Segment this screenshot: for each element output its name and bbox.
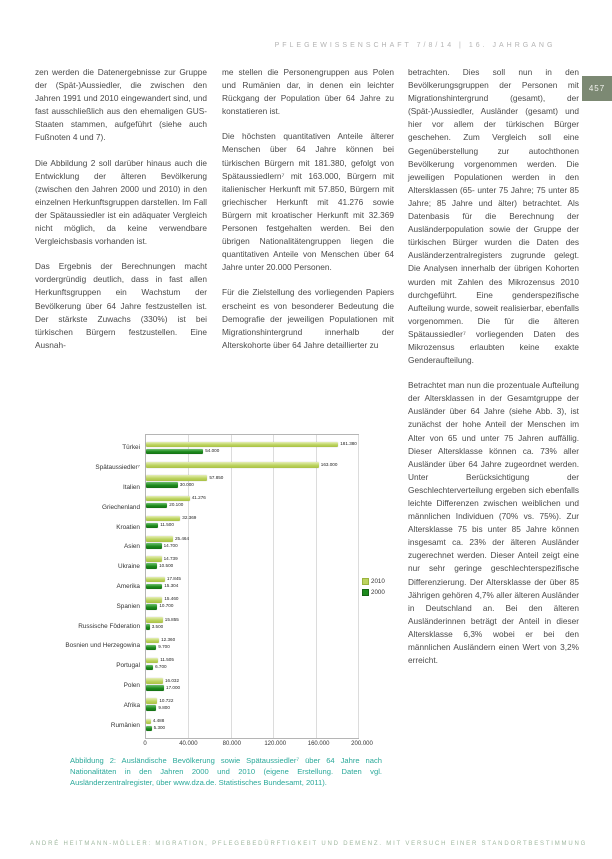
bar-2000: [146, 624, 150, 630]
chart-bar-line: [146, 637, 358, 643]
bar-2010: [146, 496, 190, 502]
chart-bar-line: [146, 685, 358, 691]
bar-value-label: 41.276: [191, 495, 206, 501]
chart-bar-group: [146, 718, 358, 731]
chart-bar-line: [146, 576, 358, 582]
chart-bar-group: [146, 462, 358, 468]
text-column-1: [35, 66, 207, 364]
chart-bar-line: [146, 597, 358, 603]
bar-2010: [146, 617, 163, 623]
paragraph: Die Abbildung 2 soll darüber hinaus auch die Entwicklung der älteren Bevölkerung (zwischen den Jahren 2000 und 2010) in den einzelnen Herkunftsgruppen darstellen. Im Fall der Spätaussiedler ist ein adäquater Vergleich nicht möglich, da keine verwendbare Vergleichsbasis vorhanden ist.: [35, 157, 207, 247]
chart-x-axis-ticks: [143, 739, 373, 752]
chart-category-label: Afrika: [123, 701, 140, 709]
chart-bar-group: [146, 597, 358, 610]
chart-main: [46, 434, 392, 739]
chart-bar-line: [146, 604, 358, 610]
bar-2000: [146, 726, 152, 732]
bar-2000: [146, 665, 153, 671]
chart-category-label: Polen: [123, 681, 140, 689]
legend-label: 2000: [371, 588, 385, 596]
x-axis-tick: 80.000: [222, 741, 241, 747]
bar-value-label: 15.304: [164, 583, 179, 589]
bar-2000: [146, 523, 158, 529]
bar-2000: [146, 543, 162, 549]
chart-bar-group: [146, 698, 358, 711]
chart-bar-line: [146, 502, 358, 508]
chart-bar-line: [146, 665, 358, 671]
paragraph: Die höchsten quantitativen Anteile älterer Menschen über 64 Jahre können bei türkischen Bürgern mit 181.380, gefolgt von Spätaussiedlern⁷ mit 163.000, Bürgern mit italienischer Herkunft mit 57.850, Bürgern mit griechischer Herkunft mit 41.276 sowie Bürgern mit kroatischer Herkunft mit 32.369 Personen festgehalten werden. Bei den übrigen Nationalitätengruppen liegen die quantitativen Anteile von Menschen über 64 Jahre unter 20.000 Personen.: [222, 131, 394, 273]
bar-value-label: 10.700: [159, 603, 174, 609]
bar-value-label: 10.500: [159, 562, 174, 568]
bar-2010: [146, 678, 163, 684]
bar-value-label: 6.700: [155, 664, 167, 670]
chart-gridline: [358, 435, 359, 738]
journal-header: PFLEGEWISSENSCHAFT 7/8/14 | 16. JAHRGANG: [274, 42, 556, 49]
footer-running-title: ANDRÉ HEITMANN-MÖLLER: MIGRATION, PFLEGEBEDÜRFTIGKEIT UND DEMENZ. MIT VERSUCH EINER STANDORTBESTIMMUNG: [30, 841, 588, 847]
chart-bar-line: [146, 482, 358, 488]
chart-bar-line: [146, 725, 358, 731]
bar-value-label: 9.700: [158, 643, 170, 649]
bar-2000: [146, 604, 157, 610]
bar-2010: [146, 556, 162, 562]
chart-x-axis: [46, 739, 392, 752]
bar-value-label: 15.855: [164, 616, 179, 622]
chart-bar-line: [146, 698, 358, 704]
bar-value-label: 14.739: [163, 555, 178, 561]
chart-category-label: Spätaussiedler⁷: [95, 464, 140, 472]
chart-legend: [359, 434, 392, 739]
page-number-tab: [582, 76, 612, 101]
chart-bar-line: [146, 495, 358, 501]
bar-2010: [146, 462, 319, 468]
bar-2000: [146, 645, 156, 651]
bar-value-label: 163.000: [320, 461, 338, 467]
bar-value-label: 20.100: [169, 502, 184, 508]
x-axis-tick: 40.000: [179, 741, 198, 747]
x-axis-tick: 200.000: [351, 741, 373, 747]
chart-bar-line: [146, 644, 358, 650]
chart-bar-line: [146, 563, 358, 569]
bar-value-label: 3.500: [151, 623, 164, 629]
chart-category-label: Italien: [122, 483, 140, 491]
bar-value-label: 11.505: [160, 657, 174, 663]
bar-2000: [146, 503, 167, 509]
bar-2010: [146, 475, 207, 481]
legend-item-2010: [362, 578, 392, 585]
chart-bar-line: [146, 705, 358, 711]
chart-bar-line: [146, 678, 358, 684]
chart-bar-group: [146, 442, 358, 455]
bar-value-label: 10.722: [159, 697, 174, 703]
bar-value-label: 5.300: [153, 725, 166, 731]
bar-value-label: 32.369: [182, 515, 197, 521]
chart-bar-line: [146, 556, 358, 562]
bar-2000: [146, 482, 178, 488]
bar-2010: [146, 442, 338, 448]
chart-category-label: Türkei: [122, 444, 140, 452]
chart-bar-line: [146, 583, 358, 589]
chart-category-label: Asien: [124, 543, 140, 551]
legend-swatch: [362, 578, 369, 585]
chart-bar-group: [146, 475, 358, 488]
chart-bar-line: [146, 624, 358, 630]
bar-value-label: 12.360: [161, 636, 176, 642]
bar-value-label: 54.000: [205, 448, 220, 454]
bar-2000: [146, 705, 156, 711]
bar-value-label: 4.488: [152, 718, 165, 724]
chart-bar-group: [146, 536, 358, 549]
bar-2010: [146, 577, 165, 583]
bar-2010: [146, 516, 180, 522]
chart-bar-group: [146, 576, 358, 589]
text-column-3: [408, 66, 579, 679]
paragraph: Betrachtet man nun die prozentuale Aufteilung der Altersklassen in der Gesamtgruppe der Ausländer über 64 Jahre (siehe Abb. 3), ist zunächst der hohe Anteil der Menschen im Alter von 65 und unter 75 Jahren auffällig. Dieser Altersklasse können ca. 73% aller Ausländer über 64 Jahre zugeordnet werden. Unter Berücksichtigung der Geschlechterverteilung ergeben sich ebenfalls leichte Differenzen zwischen weiblichen und männlichen Individuen (70% vs. 75%). Zur Altersklasse 75 bis unter 85 Jahre können insgesamt ca. 23% der älteren Ausländer zugerechnet werden. Dieser Anteil zeigt eine nur sehr geringe geschlechterspezifische Differenzierung. Der Altersklasse der über 85 Jährigen gehören 4,7% aller älteren Ausländer in Deutschland an. Bei den älteren Ausländerinnen beträgt der Anteil in dieser Altersklasse 6,3% wobei er bei den männlichen Ausländern einen Wert von 3,2% erreicht.: [408, 380, 579, 666]
chart-rows: [146, 435, 358, 738]
chart-category-label: Russische Föderation: [78, 622, 140, 630]
bar-value-label: 17.000: [166, 684, 181, 690]
bar-chart-figure-2: [46, 434, 392, 752]
paragraph: betrachten. Dies soll nun in den Bevölkerungsgruppen der Personen mit Migrationshintergrund (gesamt), der (Spät-)Aussiedler, Ausländer (gesamt) und hier vor allem der türkischen Bürger geschehen. Zum Vergleich soll eine Gegenüberstellung zur autochthonen Bevölkerung vorgenommen werden. Die jeweiligen Populationen werden in den Altersklassen (65- unter 75 Jahre; 75 unter 85 Jahre; 85 Jahre und älter) betrachtet. Als Datenbasis für die Berechnung der Ausländerpopulation sowie der Gruppe der türkischen Bürger wurden die Daten des Ausländerzentralregisters zugrunde gelegt. Die Analysen innerhalb der übrigen Kohorten wurden mit Zahlen des Mikrozensus 2010 durchgeführt. Eine genderspezifische Aufteilung wurde, soweit realisierbar, ebenfalls vorgenommen. Die für die älteren Spätaussiedler⁷ vorliegenden Daten des Mikrozensus erlaubten keine exakte Genderaufteilung.: [408, 67, 579, 366]
chart-bar-group: [146, 495, 358, 508]
chart-category-label: Griechenland: [101, 503, 140, 511]
bar-value-label: 11.500: [160, 522, 174, 528]
chart-bar-group: [146, 617, 358, 630]
bar-2000: [146, 685, 164, 691]
x-axis-tick: 120.000: [264, 741, 287, 747]
x-axis-tick: 160.000: [307, 741, 330, 747]
chart-category-label: Spanien: [116, 602, 140, 610]
chart-category-label: Portugal: [116, 662, 140, 670]
chart-bar-line: [146, 442, 358, 448]
chart-category-label: Bosnien und Herzegowina: [65, 642, 140, 650]
bar-2010: [146, 536, 173, 542]
chart-bar-group: [146, 678, 358, 691]
x-axis-tick: 0: [143, 741, 147, 747]
chart-bar-line: [146, 718, 358, 724]
chart-category-label: Ukraine: [117, 563, 140, 571]
text-column-2: [222, 66, 394, 364]
bar-value-label: 57.850: [209, 474, 224, 480]
bar-2010: [146, 597, 162, 603]
bar-2000: [146, 584, 162, 590]
chart-bar-line: [146, 462, 358, 468]
bar-value-label: 181.380: [340, 441, 357, 447]
chart-bar-line: [146, 475, 358, 481]
paragraph: zen werden die Datenergebnisse zur Gruppe der (Spät-)Aussiedler, die zwischen den Jahren 1991 und 2010 eingewandert sind, und fast ausschließlich aus den ehemaligen GUS-Staaten stammen, aufgeführt (siehe auch Fußnoten 4 und 7).: [35, 67, 207, 143]
paragraph: Für die Zielstellung des vorliegenden Papiers erscheint es von besonderer Bedeutung die Demografie der jeweiligen Populationen mit Migrationshintergrund innerhalb der Alterskohorte über 64 Jahre detaillierter zu: [222, 287, 394, 350]
chart-bar-group: [146, 637, 358, 650]
chart-category-label: Rumänien: [110, 721, 140, 729]
bar-value-label: 14.700: [163, 542, 178, 548]
legend-item-2000: [362, 589, 392, 596]
chart-bar-line: [146, 449, 358, 455]
chart-plot-area: [145, 434, 359, 739]
chart-category-labels: [46, 434, 145, 739]
chart-category-label: Kroatien: [116, 523, 140, 531]
bar-2010: [146, 638, 159, 644]
chart-bar-line: [146, 516, 358, 522]
bar-2010: [146, 719, 151, 725]
bar-2010: [146, 698, 157, 704]
page-number: 457: [588, 84, 606, 93]
legend-swatch: [362, 589, 369, 596]
bar-2000: [146, 449, 203, 455]
chart-bar-line: [146, 543, 358, 549]
chart-bar-line: [146, 523, 358, 529]
paragraph: Das Ergebnis der Berechnungen macht vordergründig deutlich, dass in fast allen Herkunftsgruppen ein Wachstum der Bevölkerung über 64 Jahre festzustellen ist. Der stärkste Zuwachs (330%) ist bei türkischen Bürgern festzustellen. Eine Ausnah-: [35, 261, 207, 350]
chart-bar-line: [146, 536, 358, 542]
figure-caption: Abbildung 2: Ausländische Bevölkerung sowie Spätaussiedler⁷ über 64 Jahre nach Nationalitäten in den Jahren 2000 und 2010 (eigene Erstellung. Daten vgl. Ausländerzentralregister, über www.dza.de. Statistisches Bundesamt, 2011).: [70, 756, 382, 787]
chart-bar-group: [146, 516, 358, 529]
bar-value-label: 17.845: [166, 576, 181, 582]
bar-value-label: 30.000: [179, 481, 194, 487]
bar-value-label: 9.800: [158, 704, 170, 710]
chart-bar-line: [146, 617, 358, 623]
chart-bar-group: [146, 556, 358, 569]
chart-bar-line: [146, 658, 358, 664]
bar-value-label: 16.032: [164, 677, 180, 683]
bar-2000: [146, 563, 157, 569]
bar-2010: [146, 658, 158, 664]
paragraph: me stellen die Personengruppen aus Polen und Rumänien dar, in denen ein leichter Rückgang der Population über 64 Jahre zu konstatieren ist.: [222, 67, 394, 117]
chart-bar-group: [146, 658, 358, 671]
legend-label: 2010: [371, 577, 385, 585]
bar-value-label: 25.464: [174, 535, 190, 541]
bar-value-label: 15.460: [164, 596, 179, 602]
chart-category-label: Amerika: [116, 582, 140, 590]
